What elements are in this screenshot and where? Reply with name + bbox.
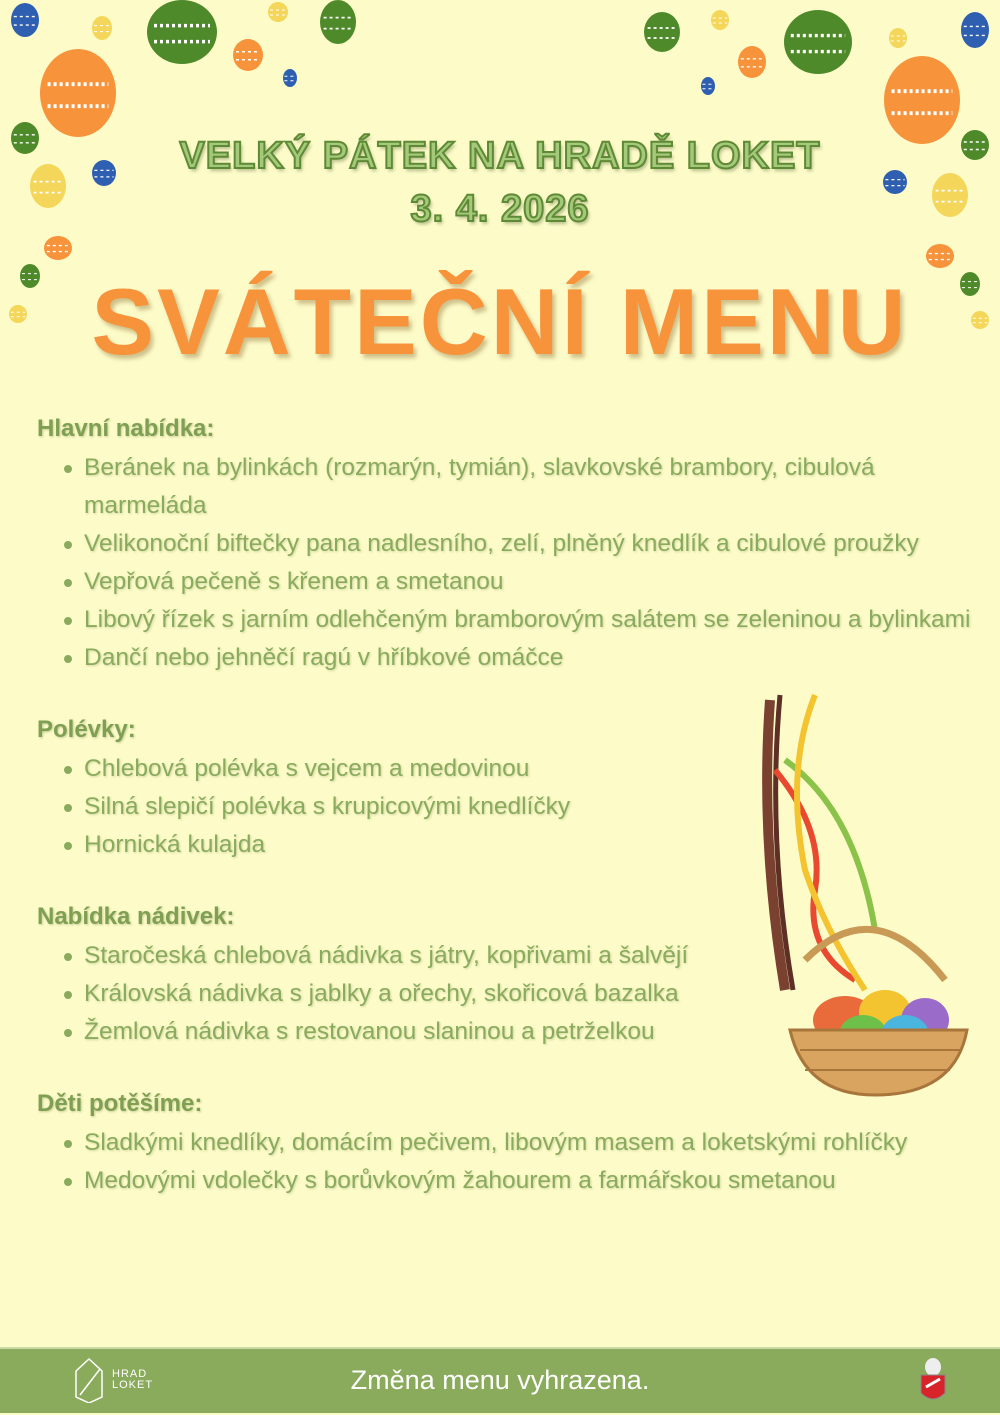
easter-egg-icon [11, 3, 39, 37]
easter-egg-icon [884, 56, 960, 144]
section-heading: Polévky: [37, 716, 136, 743]
menu-item: Libový řízek s jarním odlehčeným bramborovým salátem se zeleninou a bylinkami [84, 601, 977, 639]
town-crest-icon [916, 1357, 950, 1405]
easter-egg-icon [147, 0, 217, 64]
menu-item: Žemlová nádivka s restovanou slaninou a petrželkou [84, 1013, 977, 1051]
menu-item: Beránek na bylinkách (rozmarýn, tymián), slavkovské brambory, cibulová marmeláda [84, 449, 977, 525]
footer-note: Změna menu vyhrazena. [350, 1365, 650, 1395]
easter-egg-icon [283, 69, 297, 87]
menu-item: Dančí nebo jehněčí ragú v hříbkové omáčce [84, 639, 977, 677]
menu-item: Staročeská chlebová nádivka s játry, kopřivami a šalvějí [84, 937, 977, 975]
menu-item: Hornická kulajda [84, 826, 977, 864]
menu-item: Královská nádivka s jablky a ořechy, skořicová bazalka [84, 975, 977, 1013]
easter-egg-icon [92, 16, 112, 40]
easter-egg-icon [40, 49, 116, 137]
section-kids [37, 1087, 977, 1200]
easter-egg-icon [233, 39, 263, 71]
easter-egg-icon [961, 12, 989, 48]
logo-line1: HRAD [112, 1368, 148, 1380]
menu-item: Silná slepičí polévka s krupicovými knedlíčky [84, 788, 977, 826]
menu-title: SVÁTEČNÍ MENU [91, 269, 909, 374]
easter-basket-illustration [745, 690, 975, 1100]
menu-item: Chlebová polévka s vejcem a medovinou [84, 750, 977, 788]
event-title: VELKÝ PÁTEK NA HRADĚ LOKET [179, 135, 821, 177]
menu-item: Medovými vdolečky s borůvkovým žahourem a farmářskou smetanou [84, 1162, 977, 1200]
section-heading: Nabídka nádivek: [37, 903, 235, 930]
easter-egg-icon [889, 28, 907, 48]
section-main [37, 412, 977, 677]
section-heading: Hlavní nabídka: [37, 415, 215, 442]
logo-line2: LOKET [112, 1379, 154, 1391]
easter-egg-icon [738, 46, 766, 78]
easter-egg-icon [711, 10, 729, 30]
easter-egg-icon [44, 236, 72, 260]
menu-item: Velikonoční biftečky pana nadlesního, zelí, plněný knedlík a cibulové proužky [84, 525, 977, 563]
easter-egg-icon [784, 10, 852, 74]
easter-egg-icon [926, 244, 954, 268]
easter-egg-icon [644, 12, 680, 52]
easter-egg-icon [320, 0, 356, 44]
menu-item: Sladkými knedlíky, domácím pečivem, libovým masem a loketskými rohlíčky [84, 1124, 977, 1162]
footer-bar [0, 1347, 1000, 1413]
section-heading: Děti potěšíme: [37, 1090, 203, 1117]
menu-item: Vepřová pečeně s křenem a smetanou [84, 563, 977, 601]
easter-egg-icon [701, 77, 715, 95]
easter-egg-icon [268, 2, 288, 22]
event-date: 3. 4. 2026 [410, 188, 590, 230]
